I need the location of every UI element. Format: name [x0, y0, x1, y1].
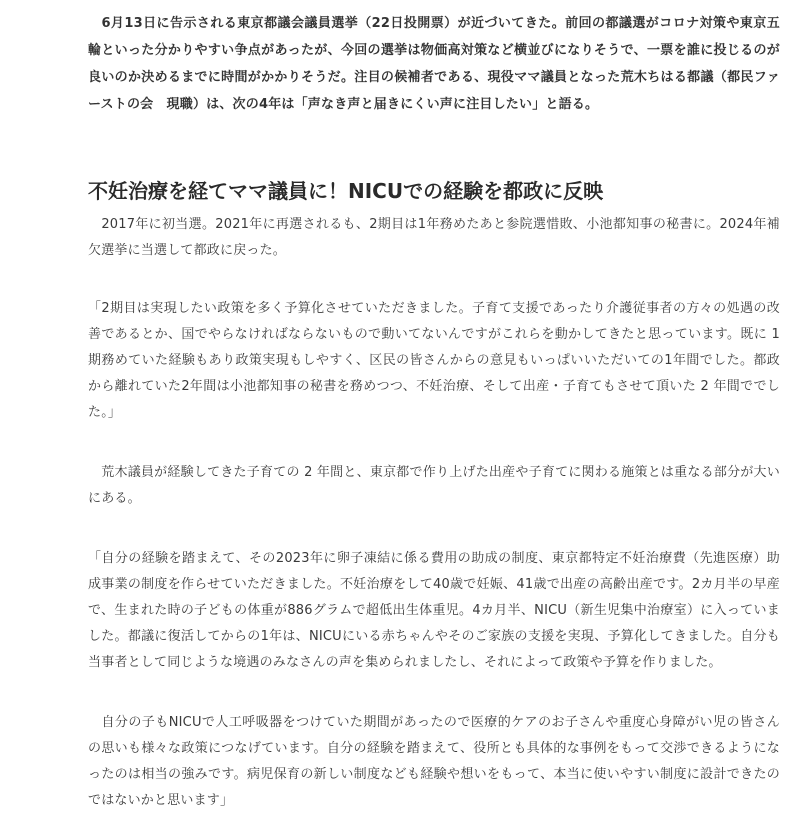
quote-paragraph-3: 自分の子もNICUで人工呼吸器をつけていた期間があったので医療的ケアのお子さんや重度心身障がい児の皆さんの思いも様々な政策につなげています。自分の経験を踏まえて、役所とも具体的な事例をもって交渉できるようになったのは相当の強みです。病児保育の新しい制度なども経験や想いをもって、本当に使いやすい制度に設計できたのではないかと思います」: [88, 715, 780, 808]
narration-paragraph: 荒木議員が経験してきた子育ての 2 年間と、東京都で作り上げた出産や子育てに関わる施策とは重なる部分が大いにある。: [88, 465, 780, 506]
quote-paragraph-1: 「2期目は実現したい政策を多く予算化させていただきました。子育て支援であったり介護従事者の方々の処遇の改善であるとか、国でやらなければならないもので動いてないんですがこれらを動かしてきたと思っています。既に 1 期務めていた経験もあり政策実現もしやすく、区民の皆さんからの意見もいっぱいいただいての1年間でした。都政から離れていた2年間は小池都知事の秘書を務めつつ、不妊治療、そして出産・子育てもさせて頂いた 2 年間ででした。」: [88, 301, 780, 420]
section-heading: 不妊治療を経てママ議員に！NICUでの経験を都政に反映: [88, 179, 604, 203]
quote-paragraph-2: 「自分の経験を踏まえて、その2023年に卵子凍結に係る費用の助成の制度、東京都特定不妊治療費（先進医療）助成事業の制度を作らせていただきました。不妊治療をして40歳で妊娠、41歳で出産の高齢出産です。2カ月半の早産で、生まれた時の子どもの体重が886グラムで超低出生体重児。4カ月半、NICU（新生児集中治療室）に入っていました。都議に復活してからの1年は、NICUにいる赤ちゃんやそのご家族の支援を実現、予算化してきました。自分も当事者として同じような境遇のみなさんの声を集められましたし、それによって政策や予算を作りました。: [88, 551, 780, 670]
lead-paragraph: 6月13日に告示される東京都議会議員選挙（22日投開票）が近づいてきた。前回の都議選がコロナ対策や東京五輪といった分かりやすい争点があったが、今回の選挙は物価高対策など横並びになりそうで、一票を誰に投じるのが良いのか決めるまでに時間がかかりそうだ。注目の候補者である、現役ママ議員となった荒木ちはる都議（都民ファーストの会 現職）は、次の4年は「声なき声と届きにくい声に注目したい」と語る。: [88, 16, 780, 112]
intro-paragraph: 2017年に初当選。2021年に再選されるも、2期目は1年務めたあと参院選惜敗、小池都知事の秘書に。2024年補欠選挙に当選して都政に戻った。: [88, 217, 780, 258]
